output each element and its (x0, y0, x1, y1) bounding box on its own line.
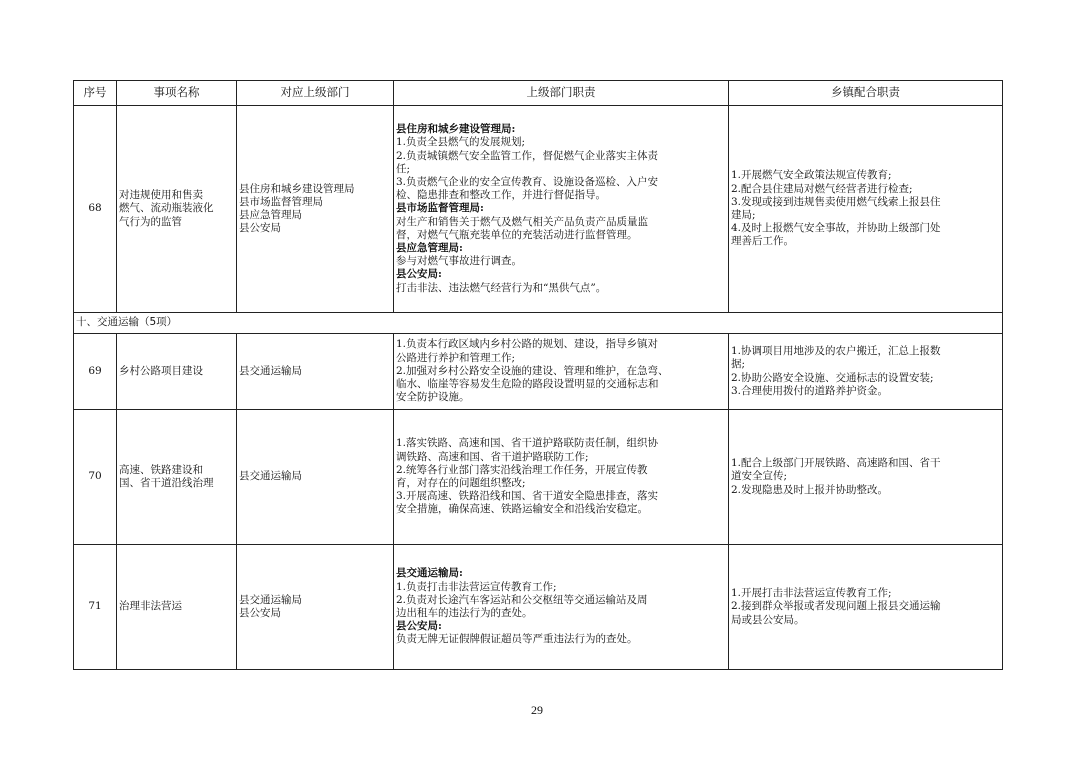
item-name (117, 545, 237, 670)
row-number: 71 (74, 545, 117, 670)
header-upper-dept: 对应上级部门 (237, 81, 394, 106)
town-duty-line: 1.开展打击非法营运宣传教育工作; (731, 587, 892, 600)
town-duty-line: 2.协助公路安全设施、交通标志的设置安装; (731, 371, 934, 384)
item-name-line: 燃气、流动瓶装液化 (119, 202, 214, 215)
page-number: 29 (531, 703, 543, 717)
duty-line: 县住房和城乡建设管理局: (396, 123, 516, 136)
item-name-line: 高速、铁路建设和 (119, 463, 203, 476)
duty-line: 3.负责燃气企业的安全宣传教育、设施设备巡检、入户安 (396, 175, 659, 188)
duty-line: 任; (396, 162, 411, 175)
item-name (117, 334, 237, 410)
town-duty-line: 1.配合上级部门开展铁路、高速路和国、省干 (731, 457, 941, 470)
table-row (74, 410, 1003, 545)
duty-line: 负责无牌无证假牌假证超员等严重违法行为的查处。 (396, 633, 638, 646)
duty-line: 1.负责打击非法营运宣传教育工作; (396, 580, 557, 593)
department-name: 县住房和城乡建设管理局 (239, 182, 355, 195)
town-duty-line: 据; (731, 358, 746, 371)
item-name-line: 对违规使用和售卖 (119, 189, 203, 202)
duty-line: 公路进行养护和管理工作; (396, 351, 516, 364)
town-duty-line: 3.发现或接到违规售卖使用燃气线索上报县住 (731, 195, 941, 208)
town-duty-line: 2.配合县住建局对燃气经营者进行检查; (731, 182, 913, 195)
duty-line: 1.负责本行政区域内乡村公路的规划、建设，指导乡镇对 (396, 338, 659, 351)
table-row (74, 545, 1003, 670)
duty-line: 县公安局: (396, 620, 442, 633)
header-upper-duties: 上级部门职责 (394, 81, 729, 106)
row-number: 68 (74, 106, 117, 313)
department-name: 县应急管理局 (239, 209, 302, 221)
department-name: 县市场监督管理局 (239, 195, 323, 208)
upper-departments (237, 334, 394, 410)
item-name-line: 国、省干道沿线治理 (119, 477, 214, 489)
duty-line: 2.负责对长途汽车客运站和公交枢纽等交通运输站及周 (396, 593, 648, 606)
table-row (74, 106, 1003, 313)
duty-line: 1.负责全县燃气的发展规划; (396, 136, 526, 149)
duty-line: 2.加强对乡村公路安全设施的建设、管理和维护，在急弯、 (396, 364, 669, 377)
department-name: 县交通运输局 (239, 364, 302, 377)
item-name (117, 106, 237, 313)
duty-line: 对生产和销售关于燃气及燃气相关产品负责产品质量监 (396, 215, 648, 228)
table-header-row (74, 81, 1003, 106)
town-duty-line: 3.合理使用拨付的道路养护资金。 (731, 384, 889, 397)
duty-line: 检、隐患排查和整改工作，并进行督促指导。 (396, 189, 606, 202)
department-name: 县公安局 (239, 222, 281, 235)
town-duties (729, 334, 1003, 410)
row-number: 69 (74, 334, 117, 410)
item-name (117, 410, 237, 545)
upper-duties (394, 334, 729, 410)
duty-line: 参与对燃气事故进行调查。 (396, 255, 522, 268)
duty-line: 2.统筹各行业部门落实沿线治理工作任务，开展宣传教 (396, 463, 648, 476)
duty-line: 2.负责城镇燃气安全监管工作，督促燃气企业落实主体责 (396, 149, 659, 162)
duty-line: 县公安局: (396, 268, 442, 281)
duty-line: 调铁路、高速和国、省干道护路联防工作; (396, 450, 589, 463)
header-item-name: 事项名称 (117, 81, 237, 106)
table-row (74, 334, 1003, 410)
responsibility-table (73, 80, 1003, 670)
duty-line: 1.落实铁路、高速和国、省干道护路联防责任制，组织协 (396, 437, 659, 450)
section-title: 十、交通运输（5项） (74, 313, 1003, 334)
duty-line: 县应急管理局: (396, 242, 463, 254)
upper-departments (237, 545, 394, 670)
upper-departments (237, 106, 394, 313)
town-duty-line: 建局; (731, 209, 756, 221)
duty-line: 县市场监督管理局: (396, 202, 484, 215)
row-number: 70 (74, 410, 117, 545)
duty-line: 临水、临崖等容易发生危险的路段设置明显的交通标志和 (396, 378, 659, 391)
duty-line: 安全防护设施。 (396, 391, 470, 404)
upper-duties (394, 106, 729, 313)
duty-line: 打击非法、违法燃气经营行为和“黑供气点”。 (396, 281, 607, 294)
section-row (74, 313, 1003, 334)
upper-departments (237, 410, 394, 545)
duty-line: 县交通运输局: (396, 567, 463, 580)
item-name-line: 治理非法营运 (119, 600, 182, 613)
upper-duties (394, 410, 729, 545)
town-duties (729, 410, 1003, 545)
town-duty-line: 2.接到群众举报或者发现问题上报县交通运输 (731, 600, 941, 613)
header-town-duties: 乡镇配合职责 (729, 81, 1003, 106)
town-duties (729, 106, 1003, 313)
town-duty-line: 1.开展燃气安全政策法规宣传教育; (731, 169, 892, 182)
town-duty-line: 4.及时上报燃气安全事故，并协助上级部门处 (731, 222, 941, 235)
upper-duties (394, 545, 729, 670)
duty-line: 安全措施，确保高速、铁路运输安全和沿线治安稳定。 (396, 503, 648, 516)
item-name-line: 气行为的监管 (119, 215, 182, 228)
town-duty-line: 局或县公安局。 (731, 613, 805, 626)
department-name: 县交通运输局 (239, 593, 302, 606)
duty-line: 育，对存在的问题组织整改; (396, 477, 526, 489)
duty-line: 3.开展高速、铁路沿线和国、省干道安全隐患排查，落实 (396, 490, 659, 503)
town-duties (729, 545, 1003, 670)
department-name: 县公安局 (239, 607, 281, 619)
duty-line: 督，对燃气气瓶充装单位的充装活动进行监督管理。 (396, 228, 638, 241)
item-name-line: 乡村公路项目建设 (119, 364, 203, 377)
department-name: 县交通运输局 (239, 470, 302, 483)
town-duty-line: 道安全宣传; (731, 470, 788, 483)
duty-line: 边出租车的违法行为的查处。 (396, 607, 533, 619)
town-duty-line: 2.发现隐患及时上报并协助整改。 (731, 483, 889, 496)
town-duty-line: 1.协调项目用地涉及的农户搬迁，汇总上报数 (731, 345, 941, 358)
town-duty-line: 理善后工作。 (731, 235, 794, 248)
header-index: 序号 (74, 81, 117, 106)
